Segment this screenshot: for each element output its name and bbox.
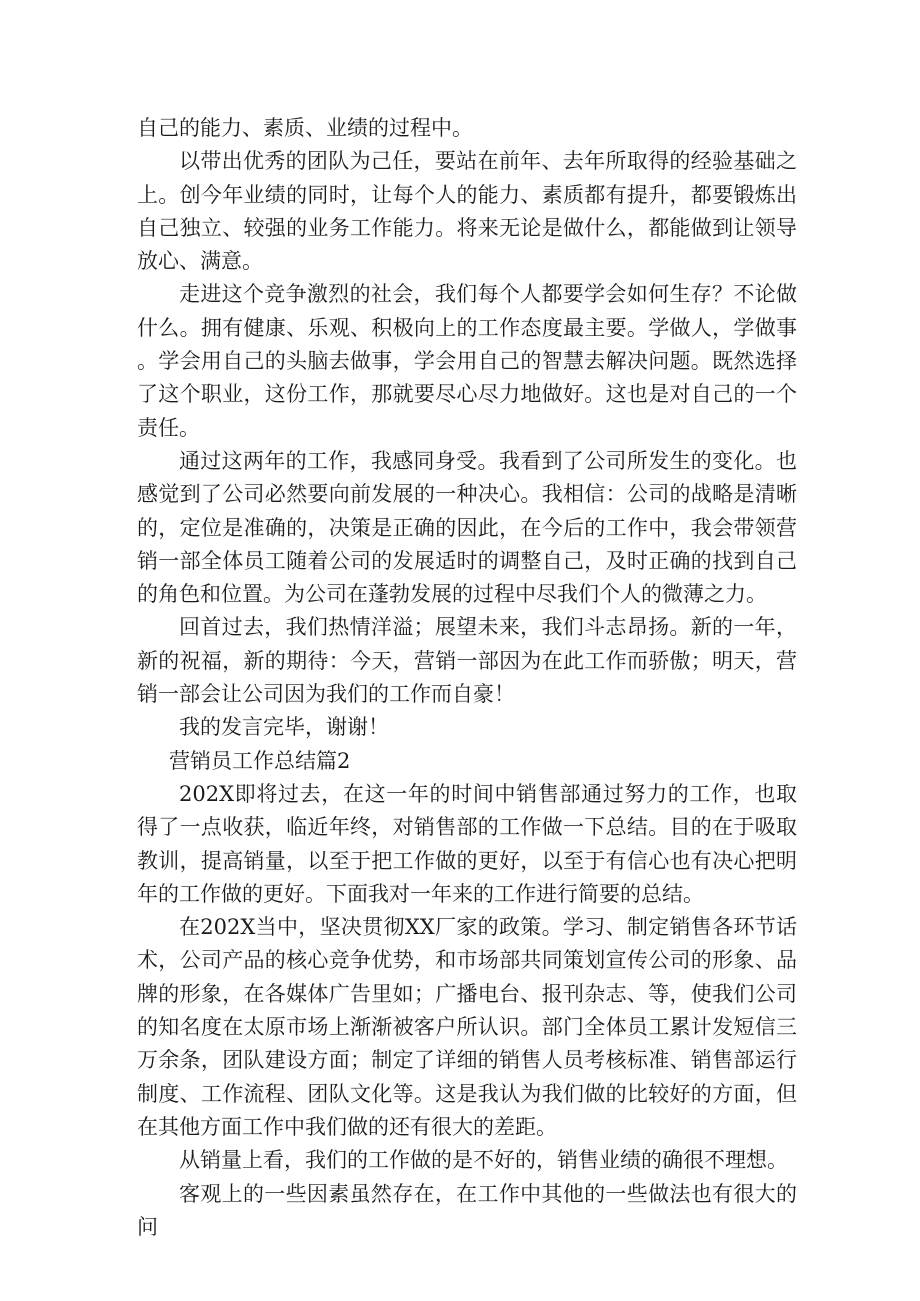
paragraph-11: 客观上的一些因素虽然存在，在工作中其他的一些做法也有很大的问 <box>137 1181 797 1239</box>
paragraph-8: 202X即将过去，在这一年的时间中销售部通过努力的工作，也取得了一点收获，临近年终，对销售部的工作做一下总结。目的在于吸取教训，提高销量，以至于把工作做的更好，以至于有信心也有决心把明年的工作做的更好。下面我对一年来的工作进行简要的总结。 <box>137 781 797 906</box>
paragraph-1: 自己的能力、素质、业绩的过程中。 <box>137 116 473 140</box>
section-heading: 营销员工作总结篇2 <box>169 748 351 773</box>
paragraph-5: 回首过去，我们热情洋溢；展望未来，我们斗志昂扬。新的一年，新的祝福，新的期待：今天，营销一部因为在此工作而骄傲；明天，营销一部会让公司因为我们的工作而自豪！ <box>137 615 797 707</box>
document-body <box>137 112 797 1244</box>
paragraph-6: 我的发言完毕，谢谢！ <box>179 715 389 740</box>
paragraph-10: 从销量上看，我们的工作做的是不好的，销售业绩的确很不理想。 <box>179 1148 788 1173</box>
paragraph-3: 走进这个竞争激烈的社会，我们每个人都要学会如何生存？不论做什么。拥有健康、乐观、积极向上的工作态度最主要。学做人，学做事。学会用自己的头脑去做事，学会用自己的智慧去解决问题。既然选择了这个职业，这份工作，那就要尽心尽力地做好。这也是对自己的一个责任。 <box>137 282 797 440</box>
paragraph-2: 以带出优秀的团队为己任，要站在前年、去年所取得的经验基础之上。创今年业绩的同时，让每个人的能力、素质都有提升，都要锻炼出自己独立、较强的业务工作能力。将来无论是做什么，都能做到让领导放心、满意。 <box>137 149 797 274</box>
paragraph-4: 通过这两年的工作，我感同身受。我看到了公司所发生的变化。也感觉到了公司必然要向前发展的一种决心。我相信：公司的战略是清晰的，定位是准确的，决策是正确的因此，在今后的工作中，我会带领营销一部全体员工随着公司的发展适时的调整自己，及时正确的找到自己的角色和位置。为公司在蓬勃发展的过程中尽我们个人的微薄之力。 <box>137 448 797 607</box>
paragraph-9: 在202X当中，坚决贯彻XX厂家的政策。学习、制定销售各环节话术，公司产品的核心竞争优势，和市场部共同策划宣传公司的形象、品牌的形象，在各媒体广告里如；广播电台、报刊杂志、等，使我们公司的知名度在太原市场上渐渐被客户所认识。部门全体员工累计发短信三万余条，团队建设方面；制定了详细的销售人员考核标准、销售部运行制度、工作流程、团队文化等。这是我认为我们做的比较好的方面，但在其他方面工作中我们做的还有很大的差距。 <box>137 915 797 1139</box>
